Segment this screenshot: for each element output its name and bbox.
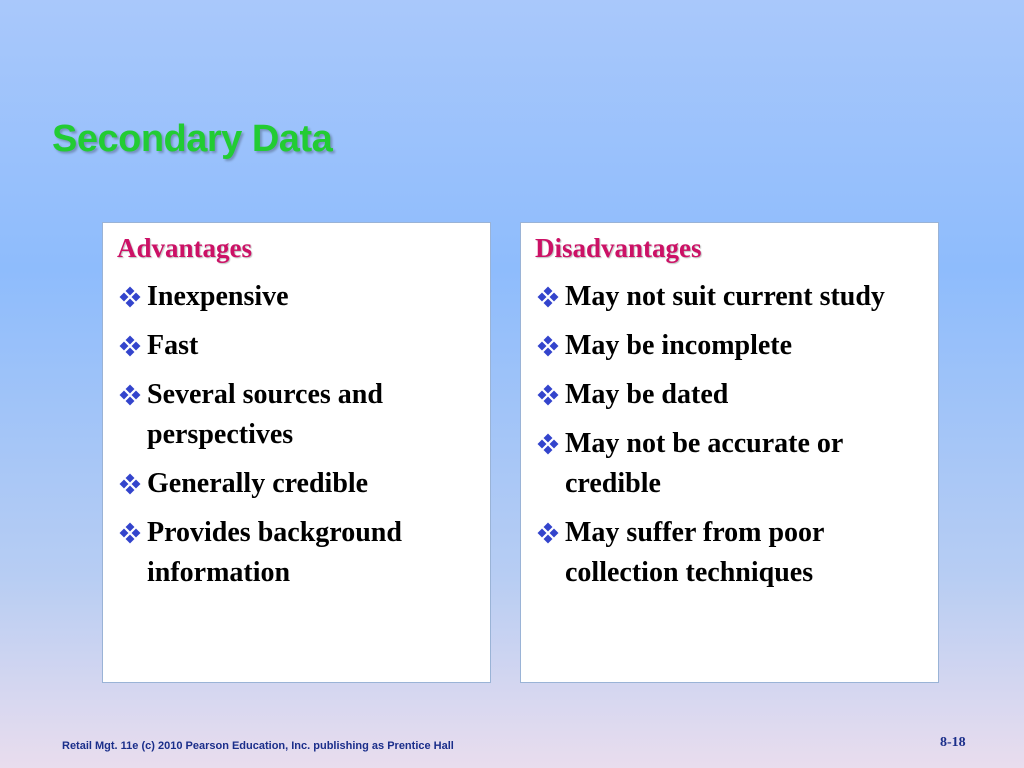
disadvantages-heading: Disadvantages (535, 233, 702, 263)
advantages-heading: Advantages (117, 233, 253, 263)
disadvantages-panel (520, 222, 939, 683)
list-item-text: May be incomplete (565, 330, 793, 361)
diamond-bullet-icon (535, 285, 561, 311)
list-item (117, 464, 480, 504)
list-item (535, 326, 928, 366)
list-item-text: May be dated (565, 379, 729, 410)
list-item (535, 375, 928, 415)
list-item (117, 277, 480, 317)
diamond-bullet-icon (535, 383, 561, 409)
list-item (535, 424, 928, 504)
slide-footer: Retail Mgt. 11e (c) 2010 Pearson Education, Inc. publishing as Prentice Hall (62, 740, 454, 752)
diamond-bullet-icon (117, 285, 143, 311)
disadvantages-list (535, 277, 928, 593)
list-item-text: Several sources and perspectives (147, 379, 383, 450)
list-item (535, 277, 928, 317)
list-item (117, 513, 480, 593)
list-item-text: May suffer from poor collection techniques (565, 517, 824, 588)
list-item-text: Fast (147, 330, 199, 361)
diamond-bullet-icon (535, 334, 561, 360)
advantages-list (117, 277, 480, 593)
list-item-text: May not suit current study (565, 281, 885, 312)
diamond-bullet-icon (535, 521, 561, 547)
slide-title: Secondary Data (52, 118, 333, 160)
diamond-bullet-icon (117, 472, 143, 498)
list-item-text: Inexpensive (147, 281, 289, 312)
list-item (117, 375, 480, 455)
list-item-text: Provides background information (147, 517, 402, 588)
list-item-text: May not be accurate or credible (565, 428, 843, 499)
advantages-panel (102, 222, 491, 683)
diamond-bullet-icon (117, 334, 143, 360)
page-number: 8-18 (940, 735, 966, 750)
list-item (535, 513, 928, 593)
diamond-bullet-icon (117, 383, 143, 409)
list-item (117, 326, 480, 366)
diamond-bullet-icon (535, 432, 561, 458)
list-item-text: Generally credible (147, 468, 369, 499)
diamond-bullet-icon (117, 521, 143, 547)
